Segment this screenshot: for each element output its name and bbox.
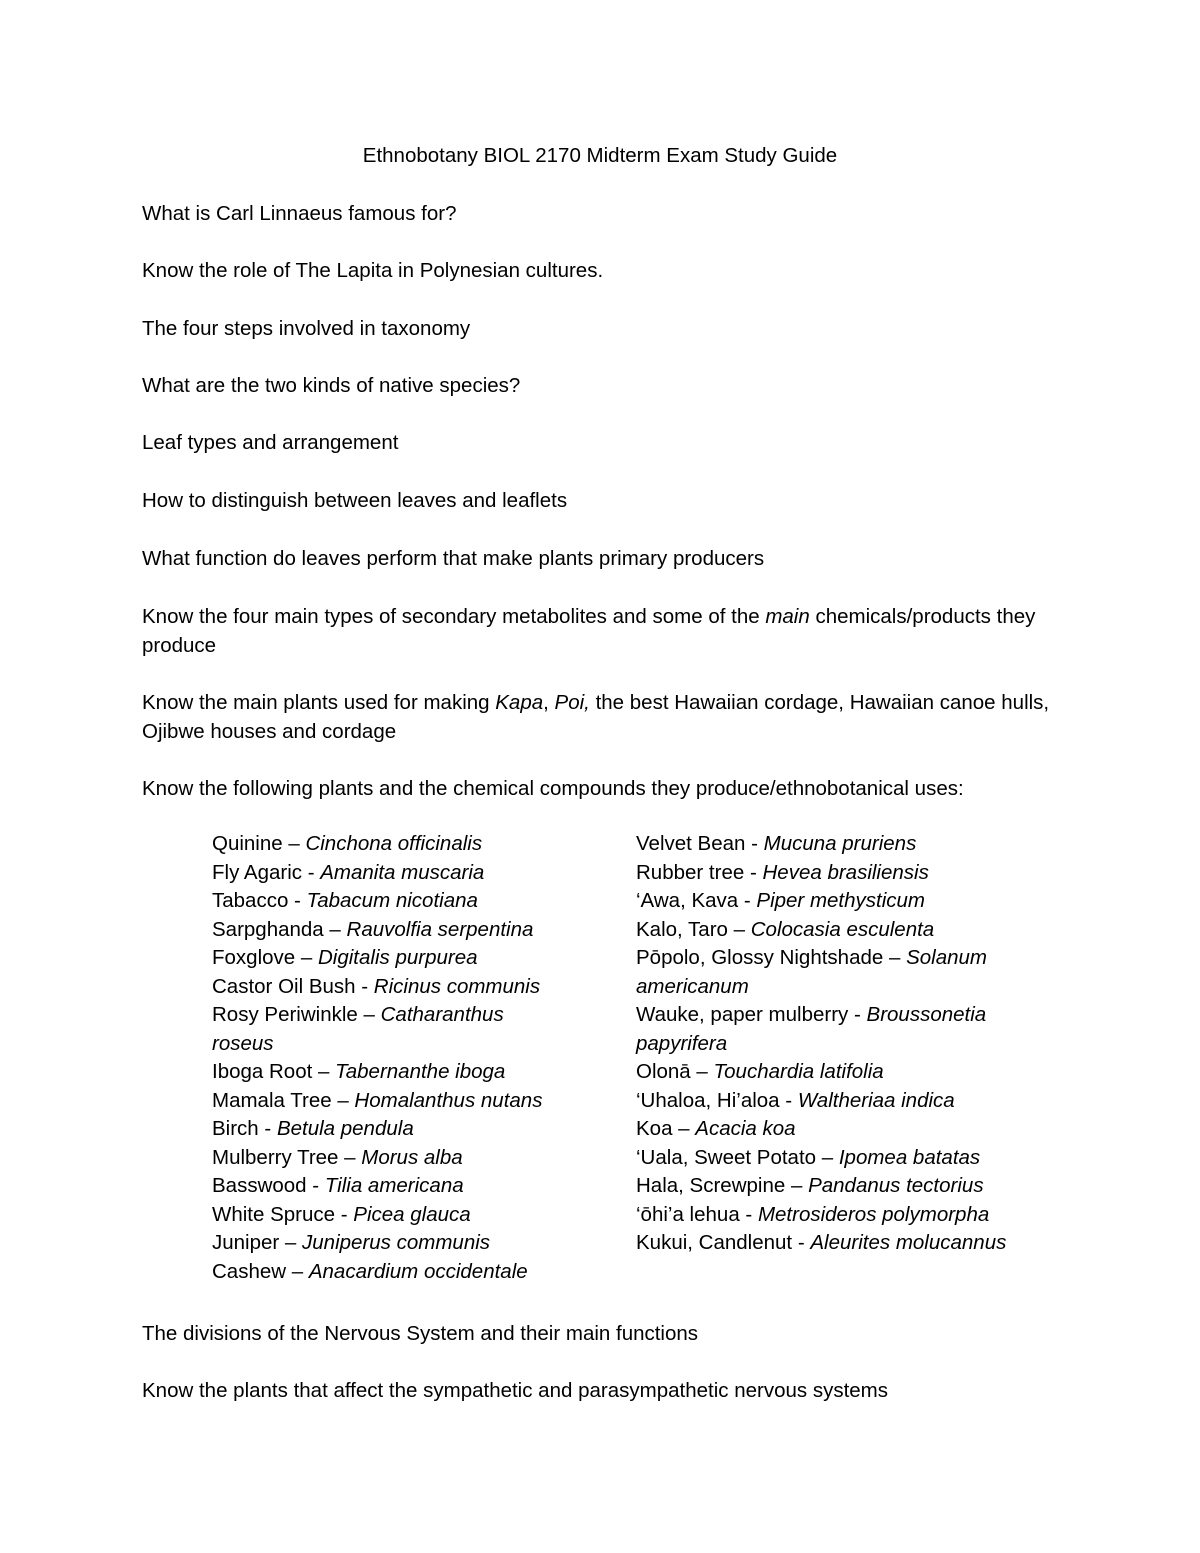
plant-item (636, 859, 1036, 888)
plant-scientific-name: Solanum americanum (636, 946, 987, 998)
q9-kapa: Kapa (495, 691, 544, 714)
q9-poi: Poi, (554, 691, 590, 714)
plant-scientific-name: Ricinus communis (373, 974, 541, 998)
question-native-species: What are the two kinds of native species? (142, 374, 521, 397)
plant-item (636, 1058, 1036, 1087)
plant-scientific-name: Waltheriaa indica (797, 1088, 955, 1112)
plant-scientific-name: Morus alba (361, 1145, 463, 1169)
plant-common-name: Foxglove – (212, 946, 318, 969)
plant-scientific-name: Ipomea batatas (838, 1145, 981, 1169)
plant-common-name: Kukui, Candlenut - (636, 1231, 811, 1254)
question-leaf-types: Leaf types and arrangement (142, 431, 399, 454)
plant-scientific-name: Tilia americana (324, 1174, 464, 1197)
plant-item (636, 1001, 1036, 1058)
plant-item (636, 887, 1036, 916)
plant-scientific-name: Aleurites molucannus (810, 1231, 1007, 1254)
plant-item (212, 1258, 552, 1287)
plant-scientific-name: Acacia koa (695, 1117, 796, 1140)
plant-item (212, 1087, 552, 1116)
plant-common-name: Velvet Bean - (636, 832, 764, 855)
plant-list-left (212, 830, 552, 1286)
plant-item (636, 1172, 1036, 1201)
q8-emphasis: main (765, 605, 810, 628)
plant-item (636, 1229, 1036, 1258)
plant-item (212, 1115, 552, 1144)
plant-common-name: Hala, Screwpine – (636, 1174, 809, 1197)
plant-scientific-name: Tabacum nicotiana (306, 889, 478, 912)
question-nervous-system: The divisions of the Nervous System and their main functions (142, 1322, 699, 1345)
plant-common-name: Cashew – (212, 1259, 309, 1283)
question-main-plants (142, 689, 1062, 746)
question-lapita: Know the role of The Lapita in Polynesian cultures. (142, 259, 604, 282)
plant-common-name: ‘Uala, Sweet Potato – (636, 1145, 839, 1169)
q9-separator: , (543, 691, 555, 714)
plant-common-name: ‘Uhaloa, Hi’aloa - (636, 1088, 798, 1112)
plant-common-name: Fly Agaric - (212, 860, 321, 884)
plant-item (636, 1087, 1036, 1116)
plant-item (636, 916, 1036, 945)
plant-item (636, 1201, 1036, 1230)
plant-item (212, 1001, 552, 1058)
plant-scientific-name: Juniperus communis (302, 1231, 491, 1254)
q8-text-after: chemicals/products they produce (142, 605, 1036, 657)
plant-scientific-name: Metrosideros polymorpha (757, 1202, 990, 1226)
plant-scientific-name: Cinchona officinalis (305, 832, 483, 855)
plant-common-name: Rosy Periwinkle – (212, 1003, 381, 1026)
plant-common-name: Koa – (636, 1117, 696, 1140)
plant-item (212, 1229, 552, 1258)
plant-item (212, 973, 552, 1002)
plant-common-name: Mulberry Tree – (212, 1145, 362, 1169)
question-primary-producers: What function do leaves perform that make plants primary producers (142, 547, 765, 570)
plant-scientific-name: Tabernanthe iboga (335, 1060, 506, 1083)
plant-common-name: Mamala Tree – (212, 1088, 355, 1112)
question-sympathetic-plants: Know the plants that affect the sympathetic and parasympathetic nervous systems (142, 1379, 888, 1402)
plant-scientific-name: Catharanthus roseus (212, 1003, 504, 1055)
plant-scientific-name: Digitalis purpurea (317, 946, 478, 969)
plant-item (212, 887, 552, 916)
document-title: Ethnobotany BIOL 2170 Midterm Exam Study Guide (362, 144, 838, 167)
question-linnaeus: What is Carl Linnaeus famous for? (142, 202, 457, 225)
plant-item (212, 944, 552, 973)
plant-scientific-name: Piper methysticum (756, 889, 926, 912)
question-secondary-metabolites (142, 603, 1062, 660)
plant-item (636, 1115, 1036, 1144)
plant-common-name: Birch - (212, 1117, 277, 1140)
plant-common-name: Pōpolo, Glossy Nightshade – (636, 946, 907, 969)
plant-scientific-name: Broussonetia papyrifera (636, 1003, 987, 1055)
plant-scientific-name: Mucuna pruriens (763, 832, 917, 855)
plant-scientific-name: Homalanthus nutans (354, 1088, 543, 1112)
plant-scientific-name: Betula pendula (276, 1117, 414, 1140)
plant-common-name: Olonā – (636, 1060, 714, 1083)
plant-common-name: Basswood - (212, 1174, 325, 1197)
plant-scientific-name: Picea glauca (353, 1202, 471, 1226)
plant-scientific-name: Touchardia latifolia (713, 1060, 884, 1083)
plant-common-name: Iboga Root – (212, 1060, 336, 1083)
plant-scientific-name: Amanita muscaria (320, 860, 485, 884)
plant-common-name: Rubber tree - (636, 860, 763, 884)
plant-item (212, 859, 552, 888)
plant-common-name: ‘ōhi’a lehua - (636, 1202, 758, 1226)
q9-text-before: Know the main plants used for making (142, 691, 496, 714)
plant-common-name: Castor Oil Bush - (212, 974, 374, 998)
plant-item (636, 830, 1036, 859)
plant-common-name: Kalo, Taro – (636, 917, 751, 941)
plant-common-name: Sarpghanda – (212, 917, 347, 941)
plant-item (212, 1058, 552, 1087)
question-taxonomy-steps: The four steps involved in taxonomy (142, 317, 471, 340)
plant-item (636, 1144, 1036, 1173)
plant-item (212, 1144, 552, 1173)
q8-text-before: Know the four main types of secondary metabolites and some of the (142, 605, 766, 628)
plant-item (212, 1201, 552, 1230)
plant-common-name: Wauke, paper mulberry - (636, 1003, 867, 1026)
plant-list-right (636, 830, 1036, 1258)
plant-item (212, 1172, 552, 1201)
plant-scientific-name: Anacardium occidentale (308, 1259, 528, 1283)
plant-common-name: Quinine – (212, 832, 306, 855)
plant-scientific-name: Hevea brasiliensis (762, 860, 929, 884)
question-plant-compounds: Know the following plants and the chemical compounds they produce/ethnobotanical uses: (142, 777, 964, 800)
plant-common-name: White Spruce - (212, 1202, 354, 1226)
plant-scientific-name: Rauvolfia serpentina (346, 917, 534, 941)
plant-scientific-name: Pandanus tectorius (808, 1174, 984, 1197)
question-leaves-leaflets: How to distinguish between leaves and leaflets (142, 489, 568, 512)
plant-item (636, 944, 1036, 1001)
q9-text-after: the best Hawaiian cordage, Hawaiian canoe hulls, Ojibwe houses and cordage (142, 691, 1050, 743)
plant-common-name: ‘Awa, Kava - (636, 889, 757, 912)
plant-scientific-name: Colocasia esculenta (750, 917, 935, 941)
plant-item (212, 916, 552, 945)
plant-common-name: Juniper – (212, 1231, 303, 1254)
plant-item (212, 830, 552, 859)
plant-common-name: Tabacco - (212, 889, 307, 912)
